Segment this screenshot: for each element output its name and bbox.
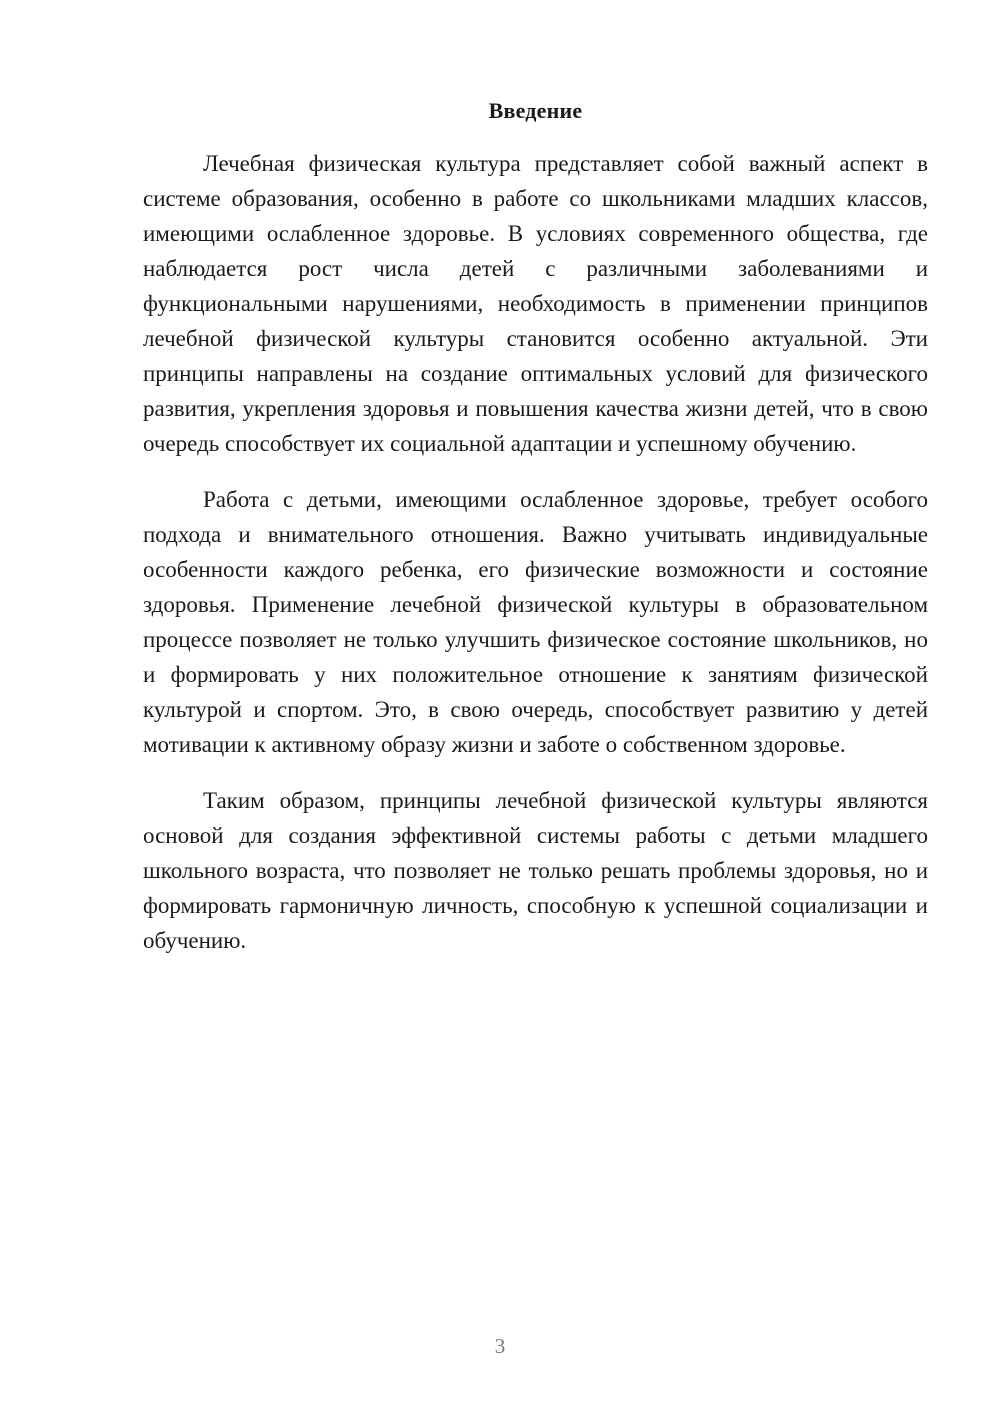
page-number: 3: [494, 1334, 506, 1358]
paragraph-intro: Лечебная физическая культура представляет собой важный аспект в системе образования, особенно в работе со школьниками младших классов, имеющими ослабленное здоровье. В условиях современного общества, где наблюдается рост числа детей с различными заболеваниями и функциональными нарушениями, необходимость в применении принципов лечебной физической культуры становится особенно актуальной. Эти принципы направлены на создание оптимальных условий для физического развития, укрепления здоровья и повышения качества жизни детей, что в свою очередь способствует их социальной адаптации и успешному обучению.: [143, 151, 928, 456]
paragraph-conclusion: Таким образом, принципы лечебной физической культуры являются основой для создания эффективной системы работы с детьми младшего школьного возраста, что позволяет не только решать проблемы здоровья, но и формировать гармоничную личность, способную к успешной социализации и обучению.: [143, 788, 928, 953]
section-title: Введение: [488, 98, 583, 123]
document-body: [143, 96, 928, 979]
paragraph-approach: Работа с детьми, имеющими ослабленное здоровье, требует особого подхода и внимательного отношения. Важно учитывать индивидуальные особенности каждого ребенка, его физические возможности и состояние здоровья. Применение лечебной физической культуры в образовательном процессе позволяет не только улучшить физическое состояние школьников, но и формировать у них положительное отношение к занятиям физической культурой и спортом. Это, в свою очередь, способствует развитию у детей мотивации к активному образу жизни и заботе о собственном здоровье.: [143, 487, 928, 757]
